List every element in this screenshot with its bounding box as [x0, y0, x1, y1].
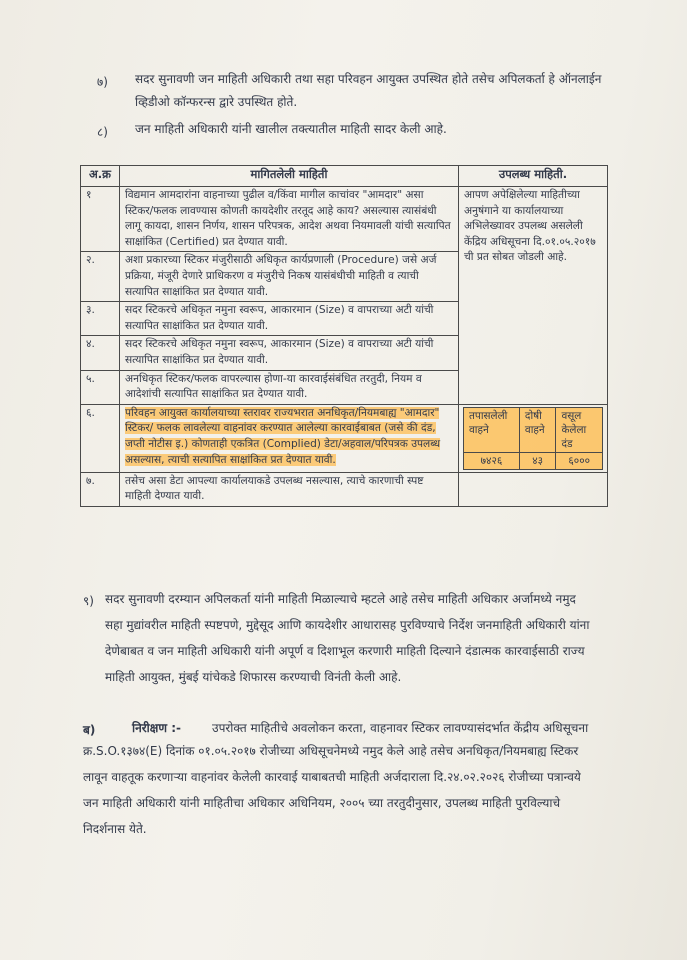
point-9-line-3: देणेबाबत व जन माहिती अधिकारी यांनी अपूर्ण व दिशाभूल करणारी माहिती दिल्याने दंडात्मक कारवाईसाठी राज्य — [105, 644, 585, 658]
answer-row-7-empty — [459, 472, 608, 506]
row-sn: ३. — [81, 302, 120, 336]
row-sn: १ — [81, 187, 120, 252]
point-9-line-4: माहिती आयुक्त, मुंबई यांचेकडे शिफारस करण्याची विनंती केली आहे. — [105, 670, 402, 684]
row-sn: २. — [81, 252, 120, 302]
point-9-line-1: सदर सुनावणी दरम्यान अपिलकर्ता यांनी माहिती मिळाल्याचे म्हटले आहे तसेच माहिती अधिकार अर्जामध्ये नमुद — [105, 592, 576, 606]
row-requested-text: अनधिकृत स्टिकर/फलक वापरल्यास होणा-या कारवाईसंबंधित तरतुदी, नियम व आदेशांची सत्यापित साक्षांकित प्रत देण्यात यावी. — [120, 370, 459, 404]
table-header-row — [81, 166, 608, 187]
table-row — [81, 472, 608, 506]
point-7-number: ७) — [97, 75, 108, 89]
row-requested-text: तसेच असा डेटा आपल्या कार्यालयाकडे उपलब्ध नसल्यास, त्याचे कारणाची स्पष्ट माहिती देण्यात यावी. — [120, 472, 459, 506]
answer-row-6 — [459, 404, 608, 472]
stats-value-guilty: ४३ — [519, 452, 556, 469]
row-sn: ४. — [81, 336, 120, 370]
row-requested-text-highlighted — [120, 404, 459, 472]
stats-value-row — [464, 452, 603, 469]
row-requested-text: विद्यमान आमदारांना वाहनाच्या पुढील व/किंवा मागील काचांवर "आमदार" असा स्टिकर/फलक लावण्यास कोणती कायदेशीर तरतूद आहे काय? असल्यास त्यासंबंधी लागू कायदा, शासन निर्णय, शासन परिपत्रक, आदेश अथवा नियमावली यांची सत्यापित साक्षांकित (Certified) प्रत देण्यात यावी. — [120, 187, 459, 252]
information-table — [80, 165, 608, 507]
row-sn: ५. — [81, 370, 120, 404]
section-b-line-4: जन माहिती अधिकारी यांनी माहितीचा अधिकार अधिनियम, २००५ च्या तरतुदीनुसार, उपलब्ध माहिती पुरविल्याचे — [83, 796, 561, 810]
section-b-line-3: लावून वाहतूक करणाऱ्या वाहनांवर केलेली कारवाई याबाबतची माहिती अर्जदाराला दि.२४.०२.२०२६ रोजीच्या पत्रान्वये — [83, 770, 581, 784]
point-8-number: ८) — [97, 125, 108, 139]
header-requested-info: मागितलेली माहिती — [120, 166, 459, 187]
section-b-line-1: उपरोक्त माहितीचे अवलोकन करता, वाहनावर स्टिकर लावण्यासंदर्भात केंद्रीय अधिसूचना — [212, 721, 589, 735]
section-b-line-5: निदर्शनास येते. — [83, 822, 147, 836]
stats-value-fine: ६००० — [556, 452, 603, 469]
stats-header-fine: वसूल केलेला दंड — [556, 407, 603, 452]
stats-value-checked: ७४२६ — [464, 452, 520, 469]
row-requested-text: सदर स्टिकरचे अधिकृत नमुना स्वरूप, आकारमान (Size) व वापराच्या अटी यांची सत्यापित साक्षांकित प्रत देण्यात यावी. — [120, 302, 459, 336]
header-sn: अ.क्र — [81, 166, 120, 187]
point-9-line-2: सहा मुद्यांवरील माहिती स्पष्टपणे, मुद्देसूद आणि कायदेशीर आधारासह पुरविण्याचे निर्देश जनमाहिती अधिकारी यांना — [105, 618, 590, 632]
row-sn: ७. — [81, 472, 120, 506]
section-b-label: ब) — [83, 723, 96, 737]
highlighted-text: परिवहन आयुक्त कार्यालयाच्या स्तरावर राज्यभरात अनधिकृत/नियमबाह्य "आमदार" स्टिकर/ फलक लावलेल्या वाहनांवर करण्यात आलेल्या कारवाईबाबत (जसे की दंड, जप्ती नोटीस इ.) कोणताही एकत्रित (Complied) डेटा/अहवाल/परिपत्रक उपलब्ध असल्यास, त्याची सत्यापित साक्षांकित प्रत देण्यात यावी. — [125, 406, 441, 466]
point-9-number: ९) — [83, 594, 94, 608]
table-row — [81, 187, 608, 252]
enforcement-stats-table — [463, 407, 603, 470]
row-requested-text: अशा प्रकारच्या स्टिकर मंजुरीसाठी अधिकृत कार्यप्रणाली (Procedure) जसे अर्ज प्रक्रिया, मंजूरी देणारे प्राधिकरण व मंजुरीचे निकष यासंबंधीची माहिती व त्याची सत्यापित साक्षांकित प्रत देण्यात यावी. — [120, 252, 459, 302]
point-7-line-2: व्हिडीओ कॉन्फरन्स द्वारे उपस्थित होते. — [135, 95, 298, 109]
section-b-line-2: क्र.S.O.१३७४(E) दिनांक ०१.०५.२०१७ रोजीच्या अधिसूचनेमध्ये नमुद केले आहे तसेच अनधिकृत/नियमबाह्य स्टिकर — [83, 744, 579, 758]
stats-header-checked: तपासलेली वाहने — [464, 407, 520, 452]
answer-rows-1-5: आपण अपेक्षिलेल्या माहितीच्या अनुषंगाने या कार्यालयाच्या अभिलेख्यावर उपलब्ध असलेली केंद्रिय अधिसूचना दि.०१.०५.२०१७ ची प्रत सोबत जोडली आहे. — [459, 187, 608, 405]
point-7-line-1: सदर सुनावणी जन माहिती अधिकारी तथा सहा परिवहन आयुक्त उपस्थित होते तसेच अपिलकर्ता हे ऑनलाईन — [135, 72, 602, 86]
stats-header-row — [464, 407, 603, 452]
row-sn: ६. — [81, 404, 120, 472]
row-requested-text: सदर स्टिकरचे अधिकृत नमुना स्वरूप, आकारमान (Size) व वापराच्या अटी यांची सत्यापित साक्षांकित प्रत देण्यात यावी. — [120, 336, 459, 370]
table-row-highlighted — [81, 404, 608, 472]
stats-header-guilty: दोषी वाहने — [519, 407, 556, 452]
point-8-line-1: जन माहिती अधिकारी यांनी खालील तक्त्यातील माहिती सादर केली आहे. — [135, 122, 447, 136]
section-b-heading: निरीक्षण :- — [132, 721, 182, 735]
header-available-info: उपलब्ध माहिती. — [459, 166, 608, 187]
